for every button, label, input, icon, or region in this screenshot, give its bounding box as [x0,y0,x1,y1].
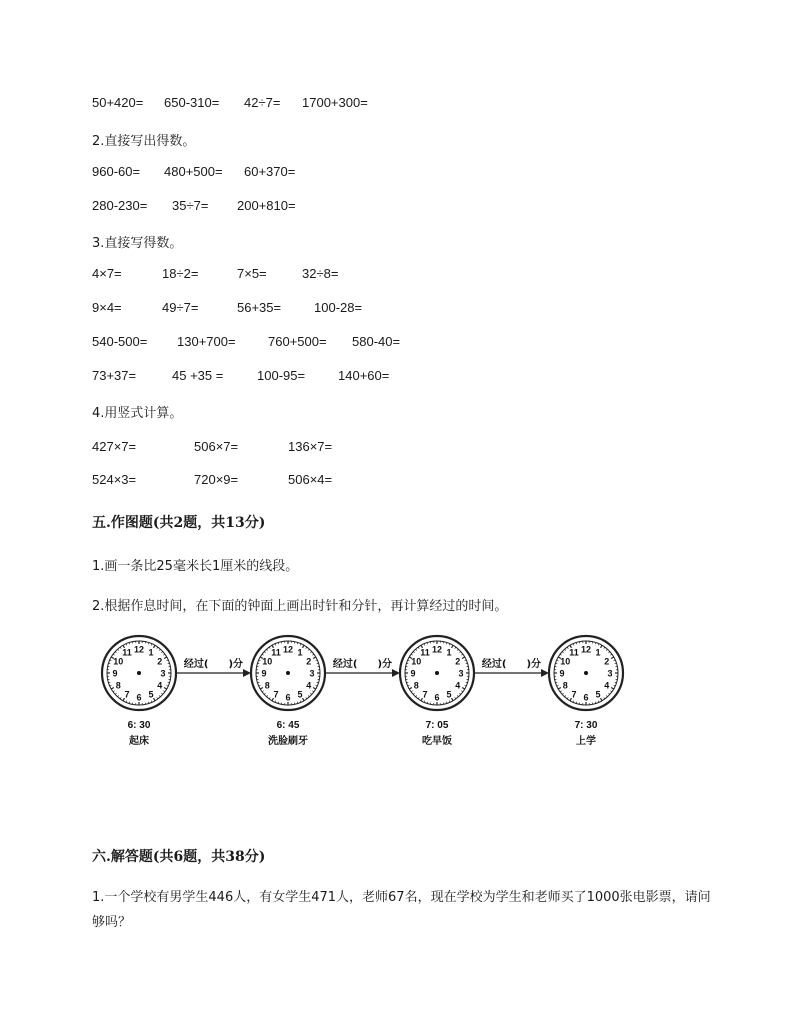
question-text: 1.一个学校有男学生446人，有女学生471人，老师67名，现在学校为学生和老师买了1000张电影票，请问够吗？ [92,890,711,930]
clock-tick [601,698,603,701]
clock-tick [608,693,609,694]
arrow-label: 经过( )分 [481,659,542,670]
clock-sequence [92,628,652,748]
calc-item: 760+500= [268,334,327,349]
calc-item: 100-28= [314,300,363,315]
clock-numeral: 2 [455,656,461,667]
clock-numeral: 1 [297,647,303,658]
clock-tick [303,698,305,701]
calc-item: 50+420= [92,95,144,110]
clock-numeral: 5 [297,689,303,700]
calc-item: 18÷2= [162,266,199,281]
clock-tick [306,697,307,698]
clock-tick [455,697,456,698]
clock-numeral: 8 [264,680,270,691]
clock-label: 起床 [129,736,149,747]
clock-label: 上学 [576,736,596,747]
clock-numeral: 4 [306,680,312,691]
question-title: 2.直接写出得数。 [92,134,196,149]
clock-tick [567,647,568,648]
clock-numeral: 5 [446,689,452,700]
clock-tick [154,645,156,648]
clock-numeral: 12 [282,644,294,655]
clock-numeral: 10 [411,656,422,667]
clock-numeral: 8 [115,680,121,691]
calc-item: 580-40= [352,334,401,349]
clock-tick [120,647,121,648]
clock-tick [461,691,462,692]
calc-item: 32÷8= [302,266,339,281]
calc-item: 56+35= [237,300,282,315]
clock-label: 洗脸刷牙 [268,736,308,747]
clock-tick [164,657,167,659]
calc-item: 1700+300= [302,95,368,110]
clock-numeral: 7 [422,689,428,700]
calc-item: 960-60= [92,164,141,179]
clock-tick [567,697,568,698]
clock-numeral: 11 [420,647,430,658]
clock-numeral: 1 [148,647,154,658]
clock-numeral: 3 [458,668,464,679]
clock-tick [562,693,563,694]
clock-tick [118,649,119,650]
clock-tick [306,647,307,648]
clock-numeral: 2 [157,656,163,667]
calc-item: 7×5= [237,266,267,281]
clock-tick [113,691,114,692]
clock-numeral: 4 [455,680,461,691]
clock-numeral: 4 [604,680,610,691]
clock-tick [459,652,460,653]
clock-tick [604,697,605,698]
clock-tick [416,695,417,696]
clock-tick [164,688,167,690]
calc-item: 540-500= [92,334,148,349]
clock-tick [462,688,465,690]
clock-numeral: 6 [583,692,589,703]
section-title: 六.解答题(共6题，共38分) [92,849,266,865]
clock-center-dot [435,671,439,675]
calc-item: 60+370= [244,164,296,179]
clock-center-dot [137,671,141,675]
clock-center-dot [584,671,588,675]
clock-numeral: 1 [595,647,601,658]
question-title: 4.用竖式计算。 [92,406,183,421]
question-text: 1.画一条比25毫米长1厘米的线段。 [92,559,299,574]
clock-tick [269,647,270,648]
clock-numeral: 3 [607,668,613,679]
clock-tick [610,691,611,692]
clock-tick [262,691,263,692]
clock-tick [457,649,458,650]
clock-numeral: 6 [434,692,440,703]
calc-item: 506×4= [288,472,333,487]
clock-tick [163,654,164,655]
clock-numeral: 9 [261,668,267,679]
clock-tick [157,647,158,648]
clock-tick [310,693,311,694]
clock-numeral: 9 [559,668,565,679]
clock-tick [161,693,162,694]
clock-tick [601,645,603,648]
clock-tick [163,691,164,692]
clock-tick [313,688,316,690]
calc-item: 280-230= [92,198,148,213]
clock-numeral: 10 [113,656,124,667]
clock-tick [269,697,270,698]
clock-tick [313,657,316,659]
clock-tick [154,698,156,701]
calc-item: 45 +35 = [172,368,224,383]
clock-tick [308,695,309,696]
clock-tick [159,695,160,696]
clock-tick [113,654,114,655]
calc-item: 9×4= [92,300,122,315]
calc-item: 100-95= [257,368,306,383]
clock-tick [264,693,265,694]
clock-time: 7: 05 [425,720,449,731]
calc-item: 140+60= [338,368,390,383]
clock-tick [120,697,121,698]
clock-tick [161,652,162,653]
clock-tick [264,652,265,653]
clock-numeral: 6 [136,692,142,703]
clock-tick [459,693,460,694]
clock-numeral: 3 [309,668,315,679]
clock-tick [413,652,414,653]
clock-tick [308,649,309,650]
clock-numeral: 3 [160,668,166,679]
clock-tick [267,695,268,696]
clock-tick [461,654,462,655]
calc-item: 136×7= [288,439,333,454]
clock-numeral: 1 [446,647,452,658]
clock-time: 7: 30 [574,720,598,731]
clock-tick [312,654,313,655]
clock-tick [418,697,419,698]
calc-item: 73+37= [92,368,137,383]
clock-tick [411,654,412,655]
clock-numeral: 12 [580,644,592,655]
clock-label: 吃早饭 [422,736,452,747]
clock-tick [608,652,609,653]
clock-numeral: 7 [124,689,130,700]
clock-numeral: 12 [431,644,443,655]
clock-tick [452,645,454,648]
calc-item: 42÷7= [244,95,281,110]
calc-item: 49÷7= [162,300,199,315]
clock-tick [303,645,305,648]
clock-tick [611,688,614,690]
clock-tick [560,654,561,655]
section-title: 五.作图题(共2题，共13分) [92,515,266,531]
clock-tick [411,691,412,692]
question-title: 3.直接写得数。 [92,236,183,251]
clock-tick [267,649,268,650]
clock-tick [604,647,605,648]
calc-item: 4×7= [92,266,122,281]
clock-numeral: 6 [285,692,291,703]
clock-tick [115,693,116,694]
clock-tick [462,657,465,659]
clock-tick [560,691,561,692]
clock-tick [115,652,116,653]
clock-tick [157,697,158,698]
calc-item: 650-310= [164,95,220,110]
clock-center-dot [286,671,290,675]
arrow-head [541,669,549,677]
clock-numeral: 5 [148,689,154,700]
clock-numeral: 2 [604,656,610,667]
clock-tick [455,647,456,648]
clock-tick [606,649,607,650]
clock-numeral: 2 [306,656,312,667]
clock-tick [606,695,607,696]
clock-numeral: 9 [112,668,118,679]
arrow-label: 经过( )分 [183,659,244,670]
clock-numeral: 8 [413,680,419,691]
clock-tick [262,654,263,655]
clock-tick [111,688,114,690]
clock-tick [457,695,458,696]
clock-tick [565,649,566,650]
clock-time: 6: 45 [276,720,300,731]
clock-tick [310,652,311,653]
clock-numeral: 7 [273,689,279,700]
clock-numeral: 12 [133,644,145,655]
clock-numeral: 11 [569,647,579,658]
clock-tick [118,695,119,696]
calc-item: 200+810= [237,198,296,213]
calc-item: 524×3= [92,472,137,487]
calc-item: 720×9= [194,472,239,487]
arrow-label: 经过( )分 [332,659,393,670]
clock-numeral: 5 [595,689,601,700]
clock-tick [562,652,563,653]
clock-diagram [92,628,652,748]
calc-item: 480+500= [164,164,223,179]
clock-numeral: 4 [157,680,163,691]
clock-tick [452,698,454,701]
calc-item: 427×7= [92,439,137,454]
clock-numeral: 7 [571,689,577,700]
clock-tick [418,647,419,648]
clock-tick [312,691,313,692]
clock-tick [260,688,263,690]
clock-tick [416,649,417,650]
clock-tick [558,688,561,690]
calc-item: 35÷7= [172,198,209,213]
calc-item: 130+700= [177,334,236,349]
clock-tick [565,695,566,696]
clock-numeral: 11 [271,647,281,658]
arrow-head [243,669,251,677]
clock-tick [610,654,611,655]
clock-numeral: 9 [410,668,416,679]
clock-time: 6: 30 [127,720,151,731]
arrow-head [392,669,400,677]
clock-numeral: 8 [562,680,568,691]
clock-tick [611,657,614,659]
calc-item: 506×7= [194,439,239,454]
clock-numeral: 10 [262,656,273,667]
clock-tick [413,693,414,694]
clock-numeral: 10 [560,656,571,667]
clock-numeral: 11 [122,647,132,658]
question-text: 2.根据作息时间，在下面的钟面上画出时针和分针，再计算经过的时间。 [92,599,508,614]
clock-tick [159,649,160,650]
clock-tick [409,688,412,690]
